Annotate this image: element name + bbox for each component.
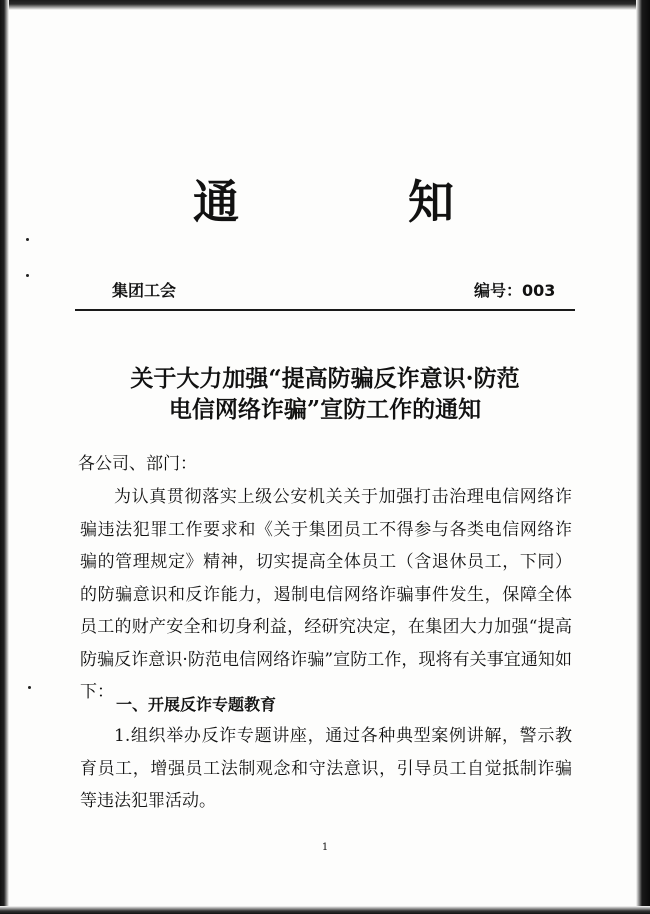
scan-speck xyxy=(26,274,29,277)
scan-border-top xyxy=(0,0,650,10)
scan-border-left xyxy=(0,0,9,914)
heading-char-2: 知 xyxy=(408,175,454,229)
scan-speck xyxy=(28,686,31,689)
heading-char-1: 通 xyxy=(193,175,239,229)
notice-title-line-1: 关于大力加强“提高防骗反诈意识·防范 xyxy=(130,365,520,392)
document-number: 编号：003 xyxy=(474,281,556,300)
issuer-name: 集团工会 xyxy=(112,281,177,300)
scan-border-right xyxy=(636,0,650,914)
salutation: 各公司、部门： xyxy=(78,454,197,474)
header-divider xyxy=(75,309,575,311)
scan-border-bottom xyxy=(0,906,650,914)
notice-title-line-2: 电信网络诈骗”宣防工作的通知 xyxy=(168,396,482,423)
header-meta-row xyxy=(0,278,650,302)
notice-title xyxy=(60,363,590,425)
scan-speck xyxy=(26,238,29,241)
body-paragraph-2: 1.组织举办反诈专题讲座，通过各种典型案例讲解，警示教育员工，增强员工法制观念和守法意识，引导员工自觉抵制诈骗等违法犯罪活动。 xyxy=(80,726,572,811)
page-number: 1 xyxy=(321,842,329,853)
section-heading-1: 一、开展反诈专题教育 xyxy=(116,695,277,714)
body-paragraph-1: 为认真贯彻落实上级公安机关关于加强打击治理电信网络诈骗违法犯罪工作要求和《关于集团员工不得参与各类电信网络诈骗的管理规定》精神，切实提高全体员工（含退休员工，下同）的防骗意识和反诈能力，遏制电信网络诈骗事件发生，保障全体员工的财产安全和切身利益，经研究决定，在集团大力加强“提高防骗反诈意识·防范电信网络诈骗”宣防工作，现将有关事宜通知如下： xyxy=(80,487,572,702)
document-heading xyxy=(0,172,650,232)
